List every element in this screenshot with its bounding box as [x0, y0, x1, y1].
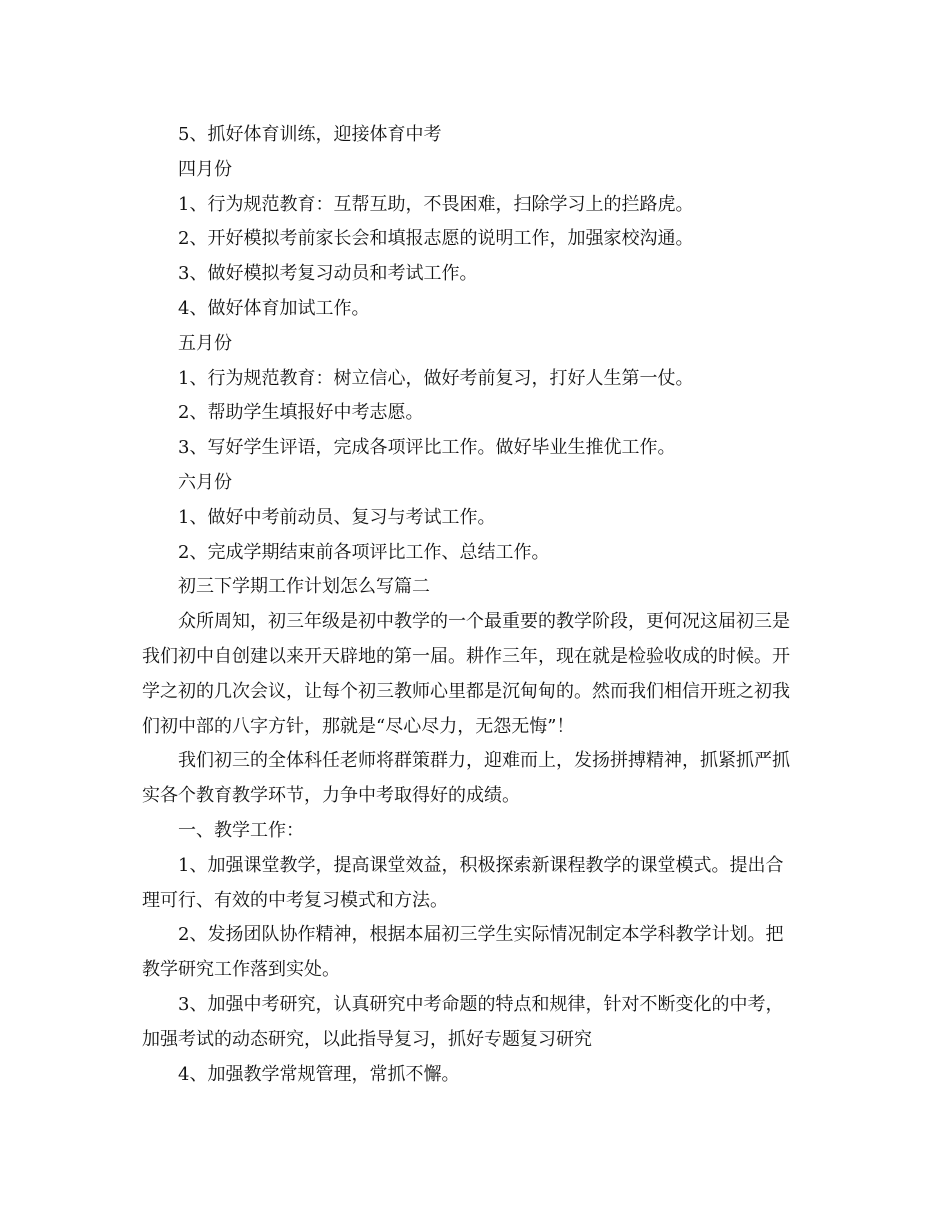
section-heading: 五月份 [178, 332, 232, 354]
paragraph-line: 学之初的几次会议，让每个初三教师心里都是沉甸甸的。然而我们相信开班之初我 [142, 680, 790, 702]
document-body [142, 118, 814, 1092]
article-title: 初三下学期工作计划怎么写篇二 [178, 576, 430, 598]
paragraph-line: 3、加强中考研究，认真研究中考命题的特点和规律，针对不断变化的中考， [178, 993, 784, 1015]
section-heading: 一、教学工作： [178, 819, 304, 841]
paragraph-line: 我们初三的全体科任老师将群策群力，迎难而上，发扬拼搏精神，抓紧抓严抓 [178, 750, 790, 772]
paragraph-line: 4、加强教学常规管理，常抓不懈。 [178, 1063, 460, 1085]
paragraph-line: 众所周知，初三年级是初中教学的一个最重要的教学阶段，更何况这届初三是 [178, 611, 790, 633]
paragraph-line: 2、发扬团队协作精神，根据本届初三学生实际情况制定本学科教学计划。把 [178, 924, 784, 946]
paragraph-line: 实各个教育教学环节，力争中考取得好的成绩。 [142, 785, 520, 807]
paragraph-line: 教学研究工作落到实处。 [142, 959, 340, 981]
paragraph-line: 我们初中自创建以来开天辟地的第一届。耕作三年，现在就是检验收成的时候。开 [142, 645, 790, 667]
list-item: 3、写好学生评语，完成各项评比工作。做好毕业生推优工作。 [178, 437, 676, 459]
list-item: 1、做好中考前动员、复习与考试工作。 [178, 506, 496, 528]
list-item: 2、帮助学生填报好中考志愿。 [178, 402, 424, 424]
list-item: 4、做好体育加试工作。 [178, 297, 370, 319]
list-item: 1、行为规范教育：树立信心，做好考前复习，打好人生第一仗。 [178, 367, 694, 389]
list-item: 1、行为规范教育：互帮互助，不畏困难，扫除学习上的拦路虎。 [178, 193, 694, 215]
list-item: 2、完成学期结束前各项评比工作、总结工作。 [178, 541, 550, 563]
list-item: 5、抓好体育训练，迎接体育中考 [178, 124, 442, 145]
paragraph-line: 们初中部的八字方针，那就是“尽心尽力，无怨无悔”！ [142, 715, 575, 737]
paragraph-line: 理可行、有效的中考复习模式和方法。 [142, 889, 448, 911]
list-item: 3、做好模拟考复习动员和考试工作。 [178, 263, 478, 285]
list-item: 2、开好模拟考前家长会和填报志愿的说明工作，加强家校沟通。 [178, 228, 694, 250]
paragraph-line: 1、加强课堂教学，提高课堂效益，积极探索新课程教学的课堂模式。提出合 [178, 854, 784, 876]
section-heading: 六月份 [178, 471, 232, 493]
paragraph-line: 加强考试的动态研究，以此指导复习，抓好专题复习研究 [142, 1028, 592, 1050]
section-heading: 四月份 [178, 158, 232, 180]
